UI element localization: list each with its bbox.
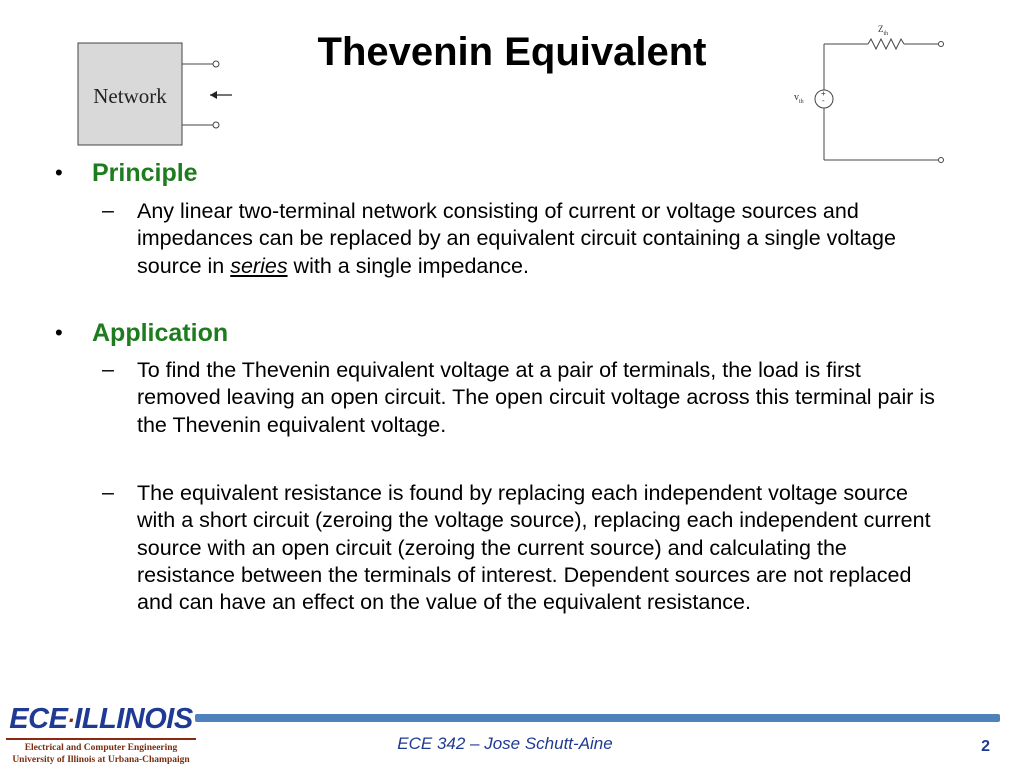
logo-subtitle-line1: Electrical and Computer Engineering <box>24 743 178 753</box>
page-number: 2 <box>981 738 990 755</box>
logo-underline <box>6 738 196 740</box>
bullet-principle: • <box>55 160 63 185</box>
impedance-label: $Z_{th}$ <box>878 24 889 37</box>
bullet-application: • <box>55 320 63 345</box>
principle-text <box>137 198 947 280</box>
footer-bar <box>195 714 1000 722</box>
application-item-2: The equivalent resistance is found by replacing each independent voltage source with a short circuit (zeroing the voltage source), replacing each independent current source with an open circuit (zeroing the current source) and calculating the resistance between the terminals of interest. Dependent sources are not replaced and can have an effect on the value of the equivalent resistance. <box>137 481 931 615</box>
dash-principle: – <box>102 198 114 222</box>
principle-text-part2: with a single impedance. <box>287 253 529 278</box>
network-label: Network <box>93 84 167 108</box>
source-plus-sign: + <box>821 89 826 98</box>
dash-application-1: – <box>102 357 114 381</box>
arrow-head <box>210 91 217 99</box>
logo-subtitle-line2: University of Illinois at Urbana-Champaign <box>12 755 190 765</box>
thevenin-circuit-diagram <box>780 20 960 170</box>
application-item-1: To find the Thevenin equivalent voltage at a pair of terminals, the load is first removed leaving an open circuit. The open circuit voltage across this terminal pair is the Thevenin equivalent voltage. <box>137 358 935 437</box>
source-label: $v_{th}$ <box>794 92 804 105</box>
terminal-a <box>939 42 944 47</box>
terminal-bottom <box>213 122 219 128</box>
logo-illinois: ILLINOIS <box>74 703 193 735</box>
page-title: Thevenin Equivalent <box>317 30 707 74</box>
ece-illinois-logo: ECE·ILLINOIS <box>9 703 193 735</box>
terminal-b <box>939 158 944 163</box>
principle-emphasis: series <box>230 253 288 278</box>
source-minus-sign: - <box>822 96 825 105</box>
heading-principle: Principle <box>92 159 198 187</box>
dash-application-2: – <box>102 480 114 504</box>
impedance-zigzag <box>868 39 904 49</box>
footer-course-text: ECE 342 – Jose Schutt-Aine <box>397 734 613 753</box>
principle-text-part1: Any linear two-terminal network consisting of current or voltage sources and impedances can be replaced by an equivalent circuit containing a single voltage source in <box>137 199 896 278</box>
heading-application: Application <box>92 319 229 347</box>
logo-ece: ECE <box>9 703 68 735</box>
